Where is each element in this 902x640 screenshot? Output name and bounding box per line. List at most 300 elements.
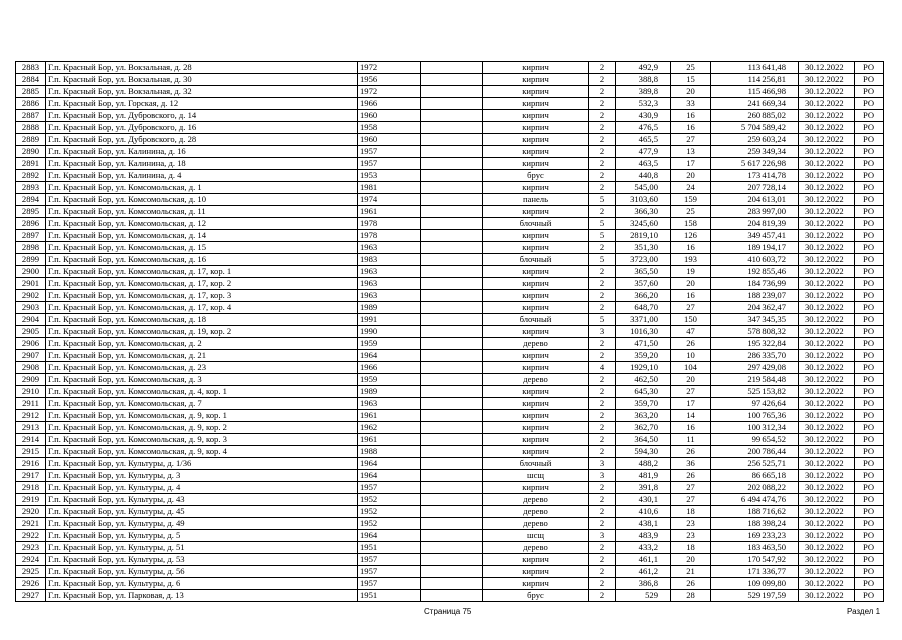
cell-resident-count: 36 [671,458,711,470]
cell-address: Г.п. Красный Бор, ул. Калинина, д. 16 [46,146,358,158]
cell-floor-count: 2 [589,578,616,590]
cell-row-number: 2921 [16,518,46,530]
cell-row-number: 2903 [16,302,46,314]
cell-resident-count: 25 [671,62,711,74]
cell-floor-count: 2 [589,338,616,350]
cell-total-area: 366,20 [616,290,671,302]
cell-address: Г.п. Красный Бор, ул. Культуры, д. 1/36 [46,458,358,470]
cell-wall-material: кирпич [483,398,589,410]
cell-wall-material: кирпич [483,146,589,158]
cell-construction-year: 1957 [358,146,421,158]
cell-resident-count: 20 [671,374,711,386]
table-row [16,254,884,266]
cell-program-code: РО [855,62,884,74]
cell-floor-count: 3 [589,470,616,482]
cell-cost-value: 204 819,39 [711,218,799,230]
cell-cost-value: 5 704 589,42 [711,122,799,134]
cell-cost-value: 170 547,92 [711,554,799,566]
cell-total-area: 410,6 [616,506,671,518]
table-row [16,134,884,146]
cell-blank-field [421,434,483,446]
cell-date: 30.12.2022 [799,386,855,398]
table-row [16,518,884,530]
cell-total-area: 594,30 [616,446,671,458]
cell-date: 30.12.2022 [799,518,855,530]
cell-blank-field [421,182,483,194]
cell-construction-year: 1953 [358,170,421,182]
cell-date: 30.12.2022 [799,158,855,170]
cell-blank-field [421,170,483,182]
cell-resident-count: 158 [671,218,711,230]
cell-construction-year: 1959 [358,374,421,386]
cell-construction-year: 1961 [358,410,421,422]
cell-total-area: 357,60 [616,278,671,290]
cell-total-area: 389,8 [616,86,671,98]
cell-row-number: 2925 [16,566,46,578]
cell-construction-year: 1956 [358,74,421,86]
cell-wall-material: кирпич [483,578,589,590]
cell-cost-value: 114 256,81 [711,74,799,86]
cell-program-code: РО [855,254,884,266]
cell-total-area: 645,30 [616,386,671,398]
cell-address: Г.п. Красный Бор, ул. Комсомольская, д. 4, кор. 1 [46,386,358,398]
cell-date: 30.12.2022 [799,338,855,350]
cell-resident-count: 27 [671,302,711,314]
cell-address: Г.п. Красный Бор, ул. Культуры, д. 51 [46,542,358,554]
cell-floor-count: 2 [589,350,616,362]
table-row [16,314,884,326]
cell-address: Г.п. Красный Бор, ул. Комсомольская, д. 2 [46,338,358,350]
cell-resident-count: 17 [671,158,711,170]
cell-wall-material: кирпич [483,230,589,242]
cell-resident-count: 26 [671,578,711,590]
cell-wall-material: кирпич [483,482,589,494]
cell-cost-value: 259 603,24 [711,134,799,146]
cell-cost-value: 410 603,72 [711,254,799,266]
cell-floor-count: 5 [589,230,616,242]
cell-floor-count: 3 [589,530,616,542]
cell-blank-field [421,266,483,278]
cell-row-number: 2918 [16,482,46,494]
cell-construction-year: 1952 [358,506,421,518]
cell-address: Г.п. Красный Бор, ул. Дубровского, д. 14 [46,110,358,122]
cell-program-code: РО [855,566,884,578]
cell-blank-field [421,350,483,362]
cell-blank-field [421,194,483,206]
cell-address: Г.п. Красный Бор, ул. Культуры, д. 6 [46,578,358,590]
cell-date: 30.12.2022 [799,230,855,242]
cell-cost-value: 525 153,82 [711,386,799,398]
cell-row-number: 2905 [16,326,46,338]
cell-program-code: РО [855,530,884,542]
cell-cost-value: 5 617 226,98 [711,158,799,170]
table-row [16,86,884,98]
cell-resident-count: 150 [671,314,711,326]
cell-blank-field [421,362,483,374]
cell-address: Г.п. Красный Бор, ул. Комсомольская, д. 1 [46,182,358,194]
cell-construction-year: 1961 [358,206,421,218]
cell-row-number: 2883 [16,62,46,74]
table-row [16,446,884,458]
cell-address: Г.п. Красный Бор, ул. Комсомольская, д. 3 [46,374,358,386]
cell-address: Г.п. Красный Бор, ул. Вокзальная, д. 30 [46,74,358,86]
cell-floor-count: 2 [589,158,616,170]
cell-date: 30.12.2022 [799,314,855,326]
cell-address: Г.п. Красный Бор, ул. Комсомольская, д. 10 [46,194,358,206]
cell-row-number: 2897 [16,230,46,242]
cell-cost-value: 100 765,36 [711,410,799,422]
cell-address: Г.п. Красный Бор, ул. Дубровского, д. 28 [46,134,358,146]
registry-table [15,61,884,602]
cell-row-number: 2906 [16,338,46,350]
cell-floor-count: 2 [589,518,616,530]
cell-floor-count: 2 [589,494,616,506]
cell-row-number: 2904 [16,314,46,326]
cell-date: 30.12.2022 [799,254,855,266]
cell-date: 30.12.2022 [799,302,855,314]
cell-row-number: 2912 [16,410,46,422]
cell-address: Г.п. Красный Бор, ул. Калинина, д. 4 [46,170,358,182]
cell-program-code: РО [855,458,884,470]
cell-resident-count: 28 [671,590,711,602]
cell-address: Г.п. Красный Бор, ул. Комсомольская, д. 14 [46,230,358,242]
cell-cost-value: 113 641,48 [711,62,799,74]
cell-wall-material: дерево [483,542,589,554]
cell-row-number: 2927 [16,590,46,602]
cell-blank-field [421,278,483,290]
cell-program-code: РО [855,74,884,86]
cell-floor-count: 2 [589,62,616,74]
cell-wall-material: дерево [483,518,589,530]
cell-cost-value: 109 099,80 [711,578,799,590]
cell-total-area: 365,50 [616,266,671,278]
cell-total-area: 433,2 [616,542,671,554]
cell-date: 30.12.2022 [799,350,855,362]
cell-date: 30.12.2022 [799,458,855,470]
cell-wall-material: кирпич [483,134,589,146]
cell-construction-year: 1961 [358,434,421,446]
cell-floor-count: 2 [589,542,616,554]
cell-row-number: 2924 [16,554,46,566]
table-row [16,338,884,350]
cell-wall-material: кирпич [483,158,589,170]
cell-wall-material: дерево [483,506,589,518]
table-row [16,362,884,374]
cell-construction-year: 1951 [358,590,421,602]
cell-total-area: 3245,60 [616,218,671,230]
cell-blank-field [421,554,483,566]
cell-program-code: РО [855,446,884,458]
cell-total-area: 391,8 [616,482,671,494]
cell-construction-year: 1952 [358,494,421,506]
cell-row-number: 2891 [16,158,46,170]
table-row [16,434,884,446]
cell-floor-count: 5 [589,314,616,326]
cell-address: Г.п. Красный Бор, ул. Комсомольская, д. 17, кор. 2 [46,278,358,290]
cell-floor-count: 2 [589,566,616,578]
table-row [16,350,884,362]
cell-total-area: 351,30 [616,242,671,254]
cell-row-number: 2889 [16,134,46,146]
table-row [16,542,884,554]
cell-cost-value: 204 613,01 [711,194,799,206]
cell-address: Г.п. Красный Бор, ул. Комсомольская, д. 17, кор. 4 [46,302,358,314]
cell-date: 30.12.2022 [799,566,855,578]
cell-row-number: 2923 [16,542,46,554]
cell-construction-year: 1963 [358,278,421,290]
cell-wall-material: кирпич [483,206,589,218]
cell-row-number: 2890 [16,146,46,158]
cell-resident-count: 26 [671,470,711,482]
cell-date: 30.12.2022 [799,98,855,110]
cell-address: Г.п. Красный Бор, ул. Культуры, д. 53 [46,554,358,566]
table-row [16,458,884,470]
cell-wall-material: блочный [483,218,589,230]
cell-row-number: 2902 [16,290,46,302]
cell-program-code: РО [855,410,884,422]
cell-address: Г.п. Красный Бор, ул. Культуры, д. 49 [46,518,358,530]
table-row [16,566,884,578]
cell-program-code: РО [855,206,884,218]
table-row [16,326,884,338]
cell-construction-year: 1963 [358,398,421,410]
cell-date: 30.12.2022 [799,422,855,434]
cell-floor-count: 2 [589,266,616,278]
cell-total-area: 363,20 [616,410,671,422]
cell-cost-value: 100 312,34 [711,422,799,434]
cell-program-code: РО [855,506,884,518]
cell-date: 30.12.2022 [799,374,855,386]
cell-resident-count: 104 [671,362,711,374]
cell-floor-count: 2 [589,110,616,122]
cell-date: 30.12.2022 [799,122,855,134]
cell-program-code: РО [855,218,884,230]
cell-construction-year: 1989 [358,302,421,314]
cell-blank-field [421,230,483,242]
cell-address: Г.п. Красный Бор, ул. Парковая, д. 13 [46,590,358,602]
cell-resident-count: 193 [671,254,711,266]
cell-resident-count: 17 [671,398,711,410]
cell-address: Г.п. Красный Бор, ул. Комсомольская, д. 9, кор. 1 [46,410,358,422]
cell-address: Г.п. Красный Бор, ул. Культуры, д. 56 [46,566,358,578]
cell-cost-value: 207 728,14 [711,182,799,194]
cell-construction-year: 1963 [358,290,421,302]
cell-cost-value: 183 463,50 [711,542,799,554]
cell-total-area: 438,1 [616,518,671,530]
cell-floor-count: 2 [589,98,616,110]
table-row [16,206,884,218]
cell-program-code: РО [855,542,884,554]
cell-date: 30.12.2022 [799,590,855,602]
cell-program-code: РО [855,374,884,386]
cell-floor-count: 2 [589,590,616,602]
table-row [16,290,884,302]
cell-floor-count: 2 [589,86,616,98]
cell-floor-count: 5 [589,194,616,206]
cell-floor-count: 2 [589,554,616,566]
table-row [16,74,884,86]
cell-total-area: 648,70 [616,302,671,314]
cell-wall-material: кирпич [483,326,589,338]
cell-construction-year: 1981 [358,182,421,194]
cell-cost-value: 529 197,59 [711,590,799,602]
cell-blank-field [421,374,483,386]
cell-blank-field [421,506,483,518]
cell-wall-material: кирпич [483,62,589,74]
cell-floor-count: 5 [589,254,616,266]
cell-address: Г.п. Красный Бор, ул. Комсомольская, д. 17, кор. 1 [46,266,358,278]
cell-blank-field [421,590,483,602]
cell-program-code: РО [855,170,884,182]
cell-resident-count: 20 [671,554,711,566]
cell-program-code: РО [855,494,884,506]
cell-program-code: РО [855,482,884,494]
cell-resident-count: 20 [671,278,711,290]
cell-construction-year: 1991 [358,314,421,326]
cell-total-area: 461,2 [616,566,671,578]
cell-total-area: 2819,10 [616,230,671,242]
cell-address: Г.п. Красный Бор, ул. Вокзальная, д. 32 [46,86,358,98]
cell-floor-count: 3 [589,326,616,338]
cell-construction-year: 1978 [358,218,421,230]
cell-address: Г.п. Красный Бор, ул. Комсомольская, д. 9, кор. 2 [46,422,358,434]
cell-date: 30.12.2022 [799,362,855,374]
cell-total-area: 483,9 [616,530,671,542]
cell-program-code: РО [855,278,884,290]
cell-date: 30.12.2022 [799,554,855,566]
cell-resident-count: 18 [671,506,711,518]
cell-cost-value: 202 088,22 [711,482,799,494]
cell-floor-count: 2 [589,74,616,86]
cell-total-area: 465,5 [616,134,671,146]
cell-date: 30.12.2022 [799,410,855,422]
cell-wall-material: кирпич [483,410,589,422]
cell-construction-year: 1966 [358,98,421,110]
cell-address: Г.п. Красный Бор, ул. Культуры, д. 43 [46,494,358,506]
cell-wall-material: кирпич [483,110,589,122]
cell-cost-value: 283 997,00 [711,206,799,218]
table-row [16,506,884,518]
cell-blank-field [421,446,483,458]
cell-construction-year: 1957 [358,482,421,494]
cell-resident-count: 27 [671,134,711,146]
cell-date: 30.12.2022 [799,470,855,482]
cell-program-code: РО [855,362,884,374]
cell-floor-count: 2 [589,374,616,386]
table-row [16,98,884,110]
cell-cost-value: 86 665,18 [711,470,799,482]
cell-address: Г.п. Красный Бор, ул. Комсомольская, д. 18 [46,314,358,326]
cell-wall-material: брус [483,170,589,182]
cell-cost-value: 347 345,35 [711,314,799,326]
cell-wall-material: кирпич [483,122,589,134]
cell-total-area: 476,5 [616,122,671,134]
cell-program-code: РО [855,194,884,206]
cell-row-number: 2887 [16,110,46,122]
cell-row-number: 2917 [16,470,46,482]
cell-blank-field [421,242,483,254]
cell-wall-material: блочный [483,254,589,266]
cell-cost-value: 219 584,48 [711,374,799,386]
table-row [16,422,884,434]
cell-construction-year: 1989 [358,386,421,398]
table-row [16,158,884,170]
cell-wall-material: дерево [483,494,589,506]
cell-blank-field [421,218,483,230]
cell-date: 30.12.2022 [799,326,855,338]
section-label: Раздел 1 [847,607,881,616]
cell-wall-material: шсщ [483,470,589,482]
cell-blank-field [421,122,483,134]
cell-total-area: 529 [616,590,671,602]
cell-program-code: РО [855,146,884,158]
cell-row-number: 2920 [16,506,46,518]
cell-total-area: 359,20 [616,350,671,362]
cell-cost-value: 99 654,52 [711,434,799,446]
table-row [16,122,884,134]
cell-program-code: РО [855,266,884,278]
cell-row-number: 2908 [16,362,46,374]
cell-wall-material: кирпич [483,182,589,194]
cell-date: 30.12.2022 [799,206,855,218]
cell-total-area: 488,2 [616,458,671,470]
table-row [16,530,884,542]
cell-resident-count: 16 [671,290,711,302]
cell-program-code: РО [855,518,884,530]
cell-cost-value: 184 736,99 [711,278,799,290]
cell-total-area: 362,70 [616,422,671,434]
cell-program-code: РО [855,122,884,134]
cell-construction-year: 1958 [358,122,421,134]
cell-date: 30.12.2022 [799,530,855,542]
cell-cost-value: 259 349,34 [711,146,799,158]
cell-construction-year: 1951 [358,542,421,554]
cell-floor-count: 2 [589,302,616,314]
table-row [16,62,884,74]
cell-blank-field [421,494,483,506]
cell-date: 30.12.2022 [799,578,855,590]
cell-date: 30.12.2022 [799,278,855,290]
cell-construction-year: 1957 [358,158,421,170]
cell-total-area: 477,9 [616,146,671,158]
cell-program-code: РО [855,350,884,362]
cell-row-number: 2915 [16,446,46,458]
cell-date: 30.12.2022 [799,170,855,182]
cell-program-code: РО [855,290,884,302]
cell-total-area: 364,50 [616,434,671,446]
cell-row-number: 2914 [16,434,46,446]
cell-blank-field [421,158,483,170]
cell-resident-count: 27 [671,386,711,398]
cell-address: Г.п. Красный Бор, ул. Комсомольская, д. 12 [46,218,358,230]
cell-program-code: РО [855,434,884,446]
cell-wall-material: кирпич [483,362,589,374]
cell-resident-count: 26 [671,338,711,350]
cell-total-area: 388,8 [616,74,671,86]
cell-date: 30.12.2022 [799,62,855,74]
cell-date: 30.12.2022 [799,146,855,158]
cell-wall-material: кирпич [483,278,589,290]
cell-resident-count: 27 [671,494,711,506]
cell-blank-field [421,338,483,350]
cell-blank-field [421,98,483,110]
cell-resident-count: 21 [671,566,711,578]
cell-address: Г.п. Красный Бор, ул. Комсомольская, д. 23 [46,362,358,374]
cell-row-number: 2892 [16,170,46,182]
cell-wall-material: блочный [483,458,589,470]
cell-date: 30.12.2022 [799,194,855,206]
cell-floor-count: 4 [589,362,616,374]
